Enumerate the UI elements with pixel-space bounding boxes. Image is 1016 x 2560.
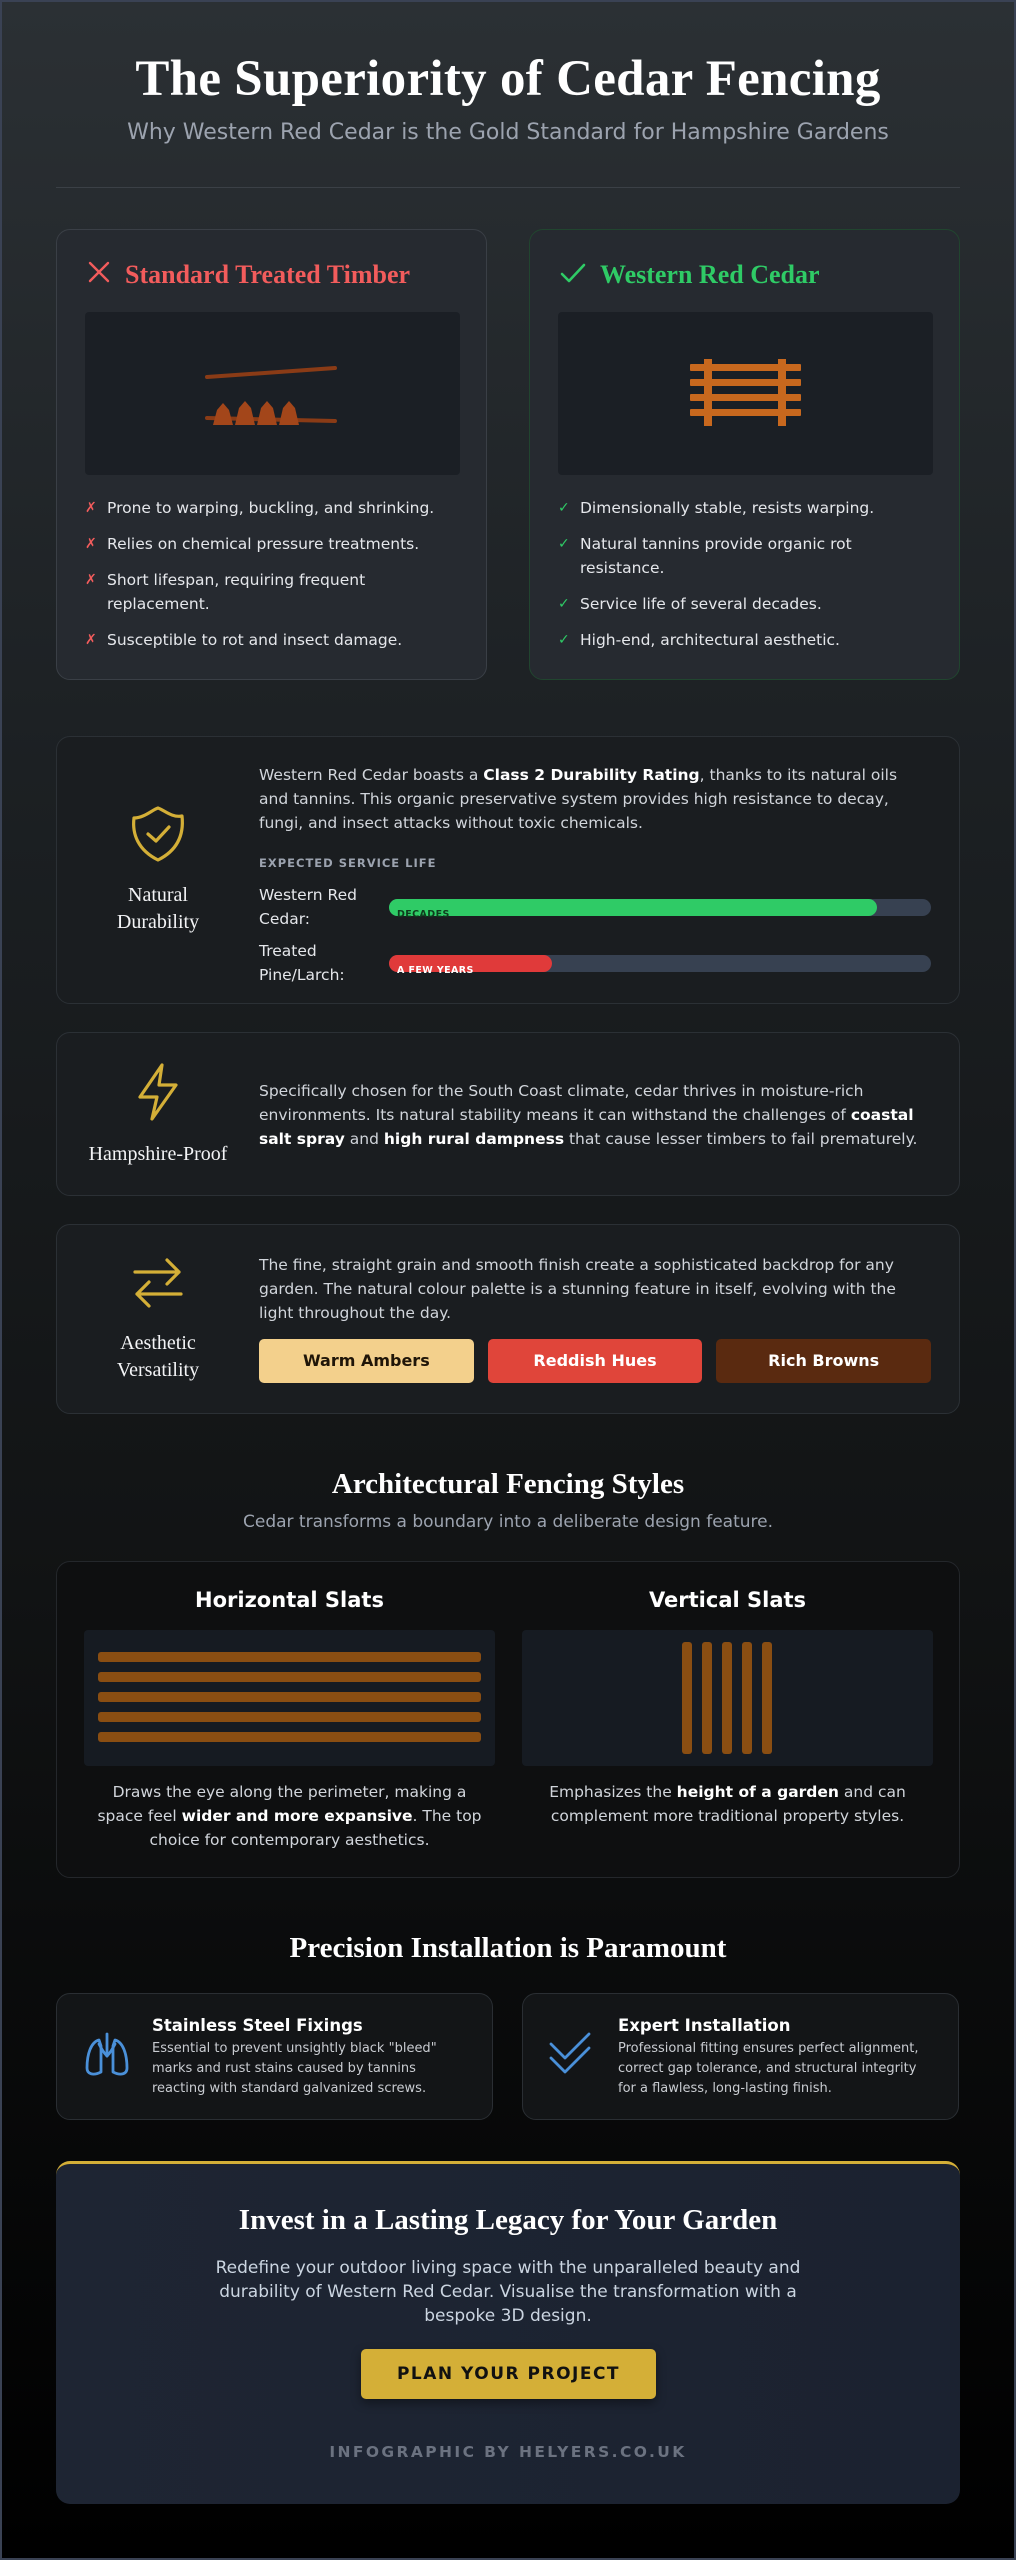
list-item: ✗ Short lifespan, requiring frequent replacement.: [85, 568, 462, 616]
standard-timber-header: [87, 260, 410, 290]
durability-card: [56, 736, 960, 1004]
lightning-icon: [130, 1061, 186, 1127]
standard-timber-title: Standard Treated Timber: [125, 260, 411, 289]
cedar-header: [560, 260, 820, 290]
list-item: ✓ Dimensionally stable, resists warping.: [558, 496, 935, 520]
page-title: The Superiority of Cedar Fencing: [135, 51, 881, 107]
swatch-warm-ambers: Warm Ambers: [259, 1339, 474, 1383]
aesthetic-card: [56, 1224, 960, 1414]
swatch-reddish-hues: Reddish Hues: [488, 1339, 703, 1383]
durability-body: [259, 763, 931, 987]
cta-title: Invest in a Lasting Legacy for Your Garden: [238, 2204, 778, 2236]
double-check-icon: [545, 2026, 601, 2082]
stainless-fixings-title: Stainless Steel Fixings: [152, 2016, 363, 2035]
service-life-row-label: Western Red Cedar:: [259, 886, 357, 928]
cross-mark-icon: ✗: [85, 500, 97, 516]
checkmark-icon: ✓: [558, 500, 570, 516]
durability-heading: [57, 737, 259, 1003]
styles-title: Architectural Fencing Styles: [331, 1468, 685, 1500]
cta-panel: [56, 2161, 960, 2504]
infographic-credit: INFOGRAPHIC BY HELYERS.CO.UK: [329, 2443, 687, 2461]
swap-arrows-icon: [127, 1254, 189, 1316]
checkmark-icon: ✓: [558, 596, 570, 612]
cedar-title: Western Red Cedar: [600, 260, 820, 289]
list-item: ✗ Prone to warping, buckling, and shrinking.: [85, 496, 462, 520]
service-life-track: [389, 955, 931, 976]
list-item: ✗ Relies on chemical pressure treatments.: [85, 532, 462, 556]
plan-project-button[interactable]: PLAN YOUR PROJECT: [361, 2349, 656, 2399]
service-life-tag: A FEW YEARS: [397, 964, 474, 976]
list-item: ✓ Service life of several decades.: [558, 592, 935, 616]
service-life-bar: [389, 899, 877, 920]
lungs-icon: [79, 2026, 135, 2082]
checkmark-icon: ✓: [558, 632, 570, 648]
service-life-row-pine: [259, 939, 931, 987]
aesthetic-body: [259, 1253, 931, 1383]
page-subtitle: Why Western Red Cedar is the Gold Standard for Hampshire Gardens: [127, 120, 889, 145]
service-life-row-cedar: [259, 883, 931, 931]
cta-text: Redefine your outdoor living space with the unparalleled beauty and durability of Western Red Cedar. Visualise the transformation with a bespoke 3D design.: [215, 2258, 801, 2326]
cross-mark-icon: ✗: [85, 572, 97, 588]
stainless-fixings-card: [56, 1993, 493, 2120]
list-item: ✓ High-end, architectural aesthetic.: [558, 628, 935, 652]
service-life-bar: [389, 955, 552, 976]
hampshire-proof-text: Specifically chosen for the South Coast climate, cedar thrives in moisture-rich environments. Its natural stability means it can withstand the challenges of coastal salt spray and high rural dampness that cause lesser timbers to fail prematurely.: [259, 1082, 918, 1148]
standard-timber-list: [85, 496, 462, 664]
header-divider: [56, 187, 960, 188]
vertical-slats-text: Emphasizes the height of a garden and can complement more traditional property styles.: [549, 1783, 906, 1825]
vertical-slats-title: Vertical Slats: [648, 1588, 807, 1612]
service-life-row-label: Treated Pine/Larch:: [259, 942, 345, 984]
horizontal-slats-illustration: [84, 1630, 495, 1766]
durability-text: Western Red Cedar boasts a Class 2 Durability Rating, thanks to its natural oils and tannins. This organic preservative system provides high resistance to decay, fungi, and insect attacks without toxic chemicals.: [259, 766, 898, 832]
service-life-tag: DECADES: [397, 908, 450, 920]
aesthetic-title: Aesthetic Versatility: [116, 1332, 200, 1381]
vertical-slats-illustration: [522, 1630, 933, 1766]
horizontal-slats-text: Draws the eye along the perimeter, making a space feel wider and more expansive. The top choice for contemporary aesthetics.: [97, 1783, 482, 1849]
list-item: ✓ Natural tannins provide organic rot resistance.: [558, 532, 935, 580]
styles-card: [56, 1561, 960, 1878]
service-life-label: EXPECTED SERVICE LIFE: [259, 856, 437, 870]
aesthetic-text: The fine, straight grain and smooth finish create a sophisticated backdrop for any garden. The natural colour palette is a stunning feature in itself, evolving with the light throughout the day.: [259, 1256, 896, 1322]
horizontal-slats-column: [84, 1562, 495, 1852]
cedar-card: [529, 229, 960, 680]
colour-swatches: [259, 1339, 931, 1383]
styles-subtitle: Cedar transforms a boundary into a deliberate design feature.: [242, 1512, 773, 1532]
stainless-fixings-text: Essential to prevent unsightly black "bleed" marks and rust stains caused by tannins reacting with standard galvanized screws.: [152, 2041, 437, 2096]
check-icon: [560, 260, 586, 290]
cedar-list: [558, 496, 935, 664]
installation-title: Precision Installation is Paramount: [289, 1932, 727, 1964]
page-header: [0, 50, 1016, 145]
aesthetic-heading: [57, 1225, 259, 1413]
warped-fence-illustration: [85, 312, 460, 475]
list-item: ✗ Susceptible to rot and insect damage.: [85, 628, 462, 652]
x-icon: [87, 260, 111, 290]
hampshire-proof-card: [56, 1032, 960, 1196]
checkmark-icon: ✓: [558, 536, 570, 552]
expert-installation-card: [522, 1993, 959, 2120]
swatch-rich-browns: Rich Browns: [716, 1339, 931, 1383]
horizontal-slats-title: Horizontal Slats: [195, 1588, 384, 1612]
hampshire-proof-title: Hampshire-Proof: [88, 1142, 228, 1165]
cross-mark-icon: ✗: [85, 632, 97, 648]
expert-installation-text: Professional fitting ensures perfect alignment, correct gap tolerance, and structural integrity for a flawless, long-lasting finish.: [618, 2041, 919, 2096]
service-life-track: [389, 899, 931, 920]
vertical-slats-column: [522, 1562, 933, 1828]
expert-installation-title: Expert Installation: [618, 2016, 791, 2035]
hampshire-proof-heading: [57, 1033, 259, 1195]
durability-title: Natural Durability: [116, 884, 200, 933]
straight-fence-illustration: [558, 312, 933, 475]
cross-mark-icon: ✗: [85, 536, 97, 552]
shield-check-icon: [126, 804, 190, 868]
standard-timber-card: [56, 229, 487, 680]
